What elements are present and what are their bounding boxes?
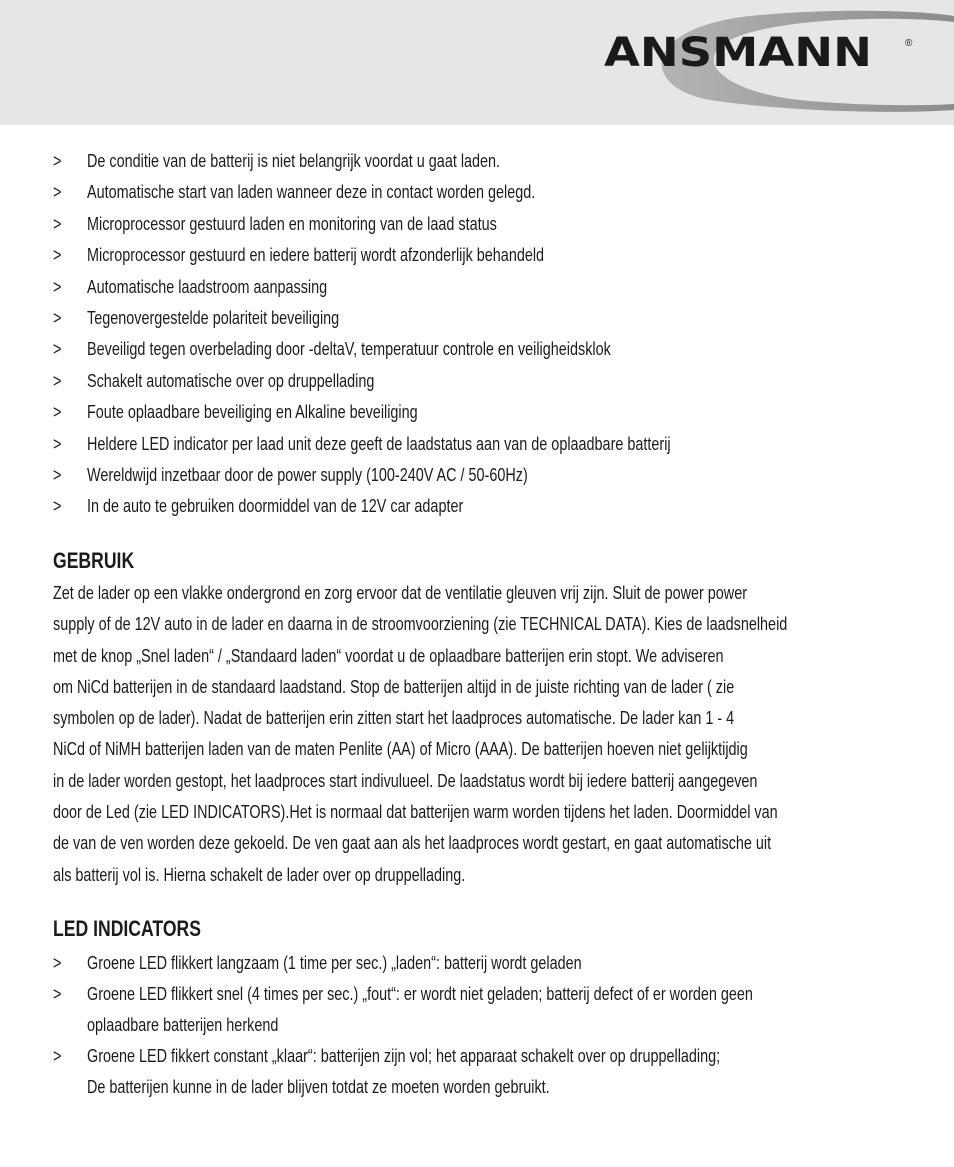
paragraph-line: in de lader worden gestopt, het laadproces start indivulueel. De laadstatus wordt bij iedere batterij aangegeven xyxy=(53,770,758,791)
bullet-marker: > xyxy=(53,1046,62,1066)
bullet-marker: > xyxy=(53,213,62,234)
feature-item xyxy=(53,146,903,177)
feature-text: In de auto te gebruiken doormiddel van de 12V car adapter xyxy=(87,496,464,517)
bullet-marker: > xyxy=(53,151,62,171)
led-indicator-text: Groene LED flikkert langzaam (1 time per sec.) „laden“: batterij wordt geladen xyxy=(87,953,582,973)
led-indicator-text: Groene LED flikkert snel (4 times per sec.) „fout“: er wordt niet geladen; batterij defect of er worden geen xyxy=(87,984,753,1004)
led-indicator-text: oplaadbare batterijen herkend xyxy=(87,1015,279,1035)
feature-text: Schakelt automatische over op druppellading xyxy=(87,370,375,391)
feature-item xyxy=(53,272,903,303)
bullet-marker: > xyxy=(53,496,62,517)
bullet-marker: > xyxy=(53,245,62,266)
paragraph-line: de van de ven worden deze gekoeld. De ven gaat aan als het laadproces wordt gestart, en gaat automatische uit xyxy=(53,833,772,854)
bullet-marker: > xyxy=(53,182,62,203)
feature-item xyxy=(53,177,903,208)
feature-text: Microprocessor gestuurd laden en monitoring van de laad status xyxy=(87,213,497,234)
feature-text: Automatische laadstroom aanpassing xyxy=(87,276,328,297)
led-indicator-text: De batterijen kunne in de lader blijven totdat ze moeten worden gebruikt. xyxy=(87,1077,550,1097)
gebruik-heading: GEBRUIK xyxy=(53,548,135,573)
led-indicator-list xyxy=(53,948,903,1103)
led-indicator-item xyxy=(53,979,903,1041)
bullet-marker: > xyxy=(53,370,62,391)
led-indicator-text: Groene LED fikkert constant „klaar“: batterijen zijn vol; het apparaat schakelt over op druppellading; xyxy=(87,1046,721,1066)
feature-item xyxy=(53,491,903,522)
bullet-marker: > xyxy=(53,402,62,423)
feature-text: Beveiligd tegen overbelading door -deltaV, temperatuur controle en veiligheidsklok xyxy=(87,339,611,360)
feature-item xyxy=(53,460,903,491)
feature-item xyxy=(53,209,903,240)
feature-item xyxy=(53,334,903,365)
led-indicator-item xyxy=(53,948,903,979)
gebruik-paragraph xyxy=(53,578,903,891)
paragraph-line: symbolen op de lader). Nadat de batterijen erin zitten start het laadproces automatische. De lader kan 1 - 4 xyxy=(53,708,735,729)
led-indicator-item xyxy=(53,1041,903,1103)
feature-text: Foute oplaadbare beveiliging en Alkaline beveiliging xyxy=(87,402,418,423)
paragraph-line: als batterij vol is. Hierna schakelt de lader over op druppellading. xyxy=(53,864,466,885)
bullet-marker: > xyxy=(53,464,62,485)
paragraph-line: door de Led (zie LED INDICATORS).Het is normaal dat batterijen warm worden tijdens het laden. Doormiddel van xyxy=(53,802,778,823)
bullet-marker: > xyxy=(53,307,62,328)
feature-text: Wereldwijd inzetbaar door de power supply (100-240V AC / 50-60Hz) xyxy=(87,464,528,485)
bullet-marker: > xyxy=(53,984,62,1004)
feature-item xyxy=(53,429,903,460)
bullet-marker: > xyxy=(53,953,62,973)
feature-text: Microprocessor gestuurd en iedere batterij wordt afzonderlijk behandeld xyxy=(87,245,545,266)
registered-mark: ® xyxy=(905,38,913,49)
feature-text: Heldere LED indicator per laad unit deze geeft de laadstatus aan van de oplaadbare batterij xyxy=(87,433,671,454)
paragraph-line: om NiCd batterijen in de standaard laadstand. Stop de batterijen altijd in de juiste richting van de lader ( zie xyxy=(53,676,735,697)
feature-text: De conditie van de batterij is niet belangrijk voordat u gaat laden. xyxy=(87,151,501,171)
feature-item xyxy=(53,303,903,334)
bullet-marker: > xyxy=(53,276,62,297)
brand-logo-text: ANSMANN xyxy=(604,30,872,76)
paragraph-line: Zet de lader op een vlakke ondergrond en zorg ervoor dat de ventilatie gleuven vrij zijn. Sluit de power power xyxy=(53,583,748,603)
page-header xyxy=(0,0,954,125)
feature-text: Automatische start van laden wanneer deze in contact worden gelegd. xyxy=(87,182,536,203)
paragraph-line: NiCd of NiMH batterijen laden van de maten Penlite (AA) of Micro (AAA). De batterijen hoeven niet gelijktijdig xyxy=(53,739,748,760)
feature-item xyxy=(53,397,903,428)
bullet-marker: > xyxy=(53,433,62,454)
led-indicators-heading: LED INDICATORS xyxy=(53,916,201,941)
feature-item xyxy=(53,240,903,271)
feature-text: Tegenovergestelde polariteit beveiliging xyxy=(87,307,340,328)
bullet-marker: > xyxy=(53,339,62,360)
feature-list xyxy=(53,146,903,523)
feature-item xyxy=(53,366,903,397)
paragraph-line: met de knop „Snel laden“ / „Standaard laden“ voordat u de oplaadbare batterijen erin stopt. We adviseren xyxy=(53,645,724,666)
document-body xyxy=(53,146,903,1097)
paragraph-line: supply of de 12V auto in de lader en daarna in de stroomvoorziening (zie TECHNICAL DATA). Kies de laadsnelheid xyxy=(53,614,788,635)
